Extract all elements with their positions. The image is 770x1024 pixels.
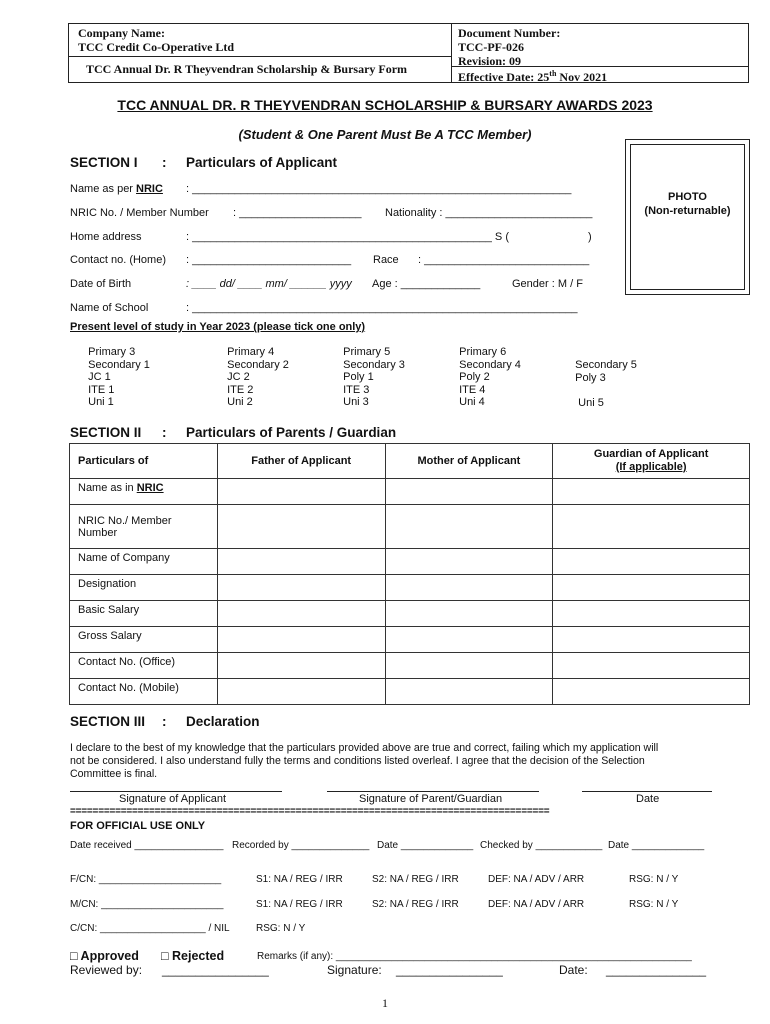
cell-guardian-basic-salary[interactable] xyxy=(553,601,750,627)
section-2-title: Particulars of Parents / Guardian xyxy=(186,425,397,440)
sig-applicant-line[interactable] xyxy=(70,791,282,792)
section-1-number: SECTION I xyxy=(70,155,138,170)
cell-mother-contact-office[interactable] xyxy=(385,653,553,679)
checkbox-ite-3[interactable]: ITE 3 xyxy=(343,383,370,396)
sig-applicant-label: Signature of Applicant xyxy=(119,793,227,805)
declaration-line-1: I declare to the best of my knowledge that the particulars provided above are true and correct, failing which my application will xyxy=(70,742,659,754)
checked-by-field[interactable]: Checked by ____________ xyxy=(480,840,603,851)
dob-label: Date of Birth xyxy=(70,278,132,290)
page-subtitle: (Student & One Parent Must Be A TCC Member) xyxy=(238,127,532,142)
table-row xyxy=(70,479,750,505)
fcn-field[interactable]: F/CN: ______________________ xyxy=(70,874,222,885)
cell-father-name[interactable] xyxy=(217,479,385,505)
address-field[interactable]: : _________________________________________________ S ( xyxy=(186,231,509,243)
checkbox-ite-4[interactable]: ITE 4 xyxy=(459,383,486,396)
photo-box xyxy=(625,139,750,295)
cell-mother-designation[interactable] xyxy=(385,575,553,601)
cell-guardian-company[interactable] xyxy=(553,549,750,575)
declaration-line-2: not be considered. I also understand fully the terms and conditions listed overleaf. I agree that the decision of the Selection xyxy=(70,755,645,767)
checkbox-primary-5[interactable]: Primary 5 xyxy=(343,346,391,358)
cell-mother-nric[interactable] xyxy=(385,505,553,549)
review-date-label: Date: xyxy=(559,963,588,977)
mcn-s1-options[interactable]: S1: NA / REG / IRR xyxy=(256,899,343,910)
sig-parent-label: Signature of Parent/Guardian xyxy=(359,793,503,805)
col-header-guardian: Guardian of Applicant (If applicable) xyxy=(553,444,750,479)
recorded-date-field[interactable]: Date _____________ xyxy=(377,840,474,851)
table-row xyxy=(70,679,750,705)
study-level-col-5 xyxy=(557,359,637,409)
nric-label: NRIC No. / Member Number xyxy=(70,207,209,219)
row-label-name: Name as in NRIC xyxy=(70,479,218,505)
cell-guardian-nric[interactable] xyxy=(553,505,750,549)
gender-field[interactable]: Gender : M / F xyxy=(512,278,583,290)
section-3-number: SECTION III xyxy=(70,714,146,729)
checkbox-ite-2[interactable]: ITE 2 xyxy=(227,383,254,396)
contact-label: Contact no. (Home) xyxy=(70,254,166,266)
table-row xyxy=(70,505,750,549)
fcn-s2-options[interactable]: S2: NA / REG / IRR xyxy=(372,874,459,885)
review-date-field[interactable]: _______________ xyxy=(606,963,707,977)
sig-date-label: Date xyxy=(636,793,660,805)
address-close: ) xyxy=(588,231,592,243)
study-level-col-2 xyxy=(209,346,289,409)
row-label-nric: NRIC No./ Member Number xyxy=(70,505,218,549)
section-3-colon: : xyxy=(162,714,167,729)
cell-guardian-name[interactable] xyxy=(553,479,750,505)
mcn-s2-options[interactable]: S2: NA / REG / IRR xyxy=(372,899,459,910)
cell-guardian-designation[interactable] xyxy=(553,575,750,601)
checkbox-secondary-1[interactable]: Secondary 1 xyxy=(88,358,150,371)
cell-father-gross-salary[interactable] xyxy=(217,627,385,653)
cell-father-designation[interactable] xyxy=(217,575,385,601)
checkbox-secondary-2[interactable]: Secondary 2 xyxy=(227,358,289,371)
name-label: Name as per NRIC xyxy=(70,183,163,195)
rejected-checkbox[interactable]: □ Rejected xyxy=(161,949,225,963)
section-1-title: Particulars of Applicant xyxy=(186,155,338,170)
doc-number-label: Document Number: xyxy=(458,26,561,40)
cell-guardian-contact-office[interactable] xyxy=(553,653,750,679)
race-field[interactable]: : ___________________________ xyxy=(418,254,590,266)
mcn-def-options[interactable]: DEF: NA / ADV / ARR xyxy=(488,899,585,910)
study-level-col-4 xyxy=(441,346,521,409)
checkbox-primary-4[interactable]: Primary 4 xyxy=(227,346,275,358)
cell-mother-basic-salary[interactable] xyxy=(385,601,553,627)
nric-field[interactable]: : ____________________ xyxy=(233,207,362,219)
effective-date: Effective Date: 25th Nov 2021 xyxy=(458,69,608,84)
school-label: Name of School xyxy=(70,302,149,314)
approved-checkbox[interactable]: □ Approved xyxy=(70,949,139,963)
study-level-heading: Present level of study in Year 2023 (please tick one only) xyxy=(70,321,366,333)
checkbox-uni-4[interactable]: Uni 4 xyxy=(459,396,485,409)
doc-number: TCC-PF-026 xyxy=(458,40,524,54)
page-title: TCC ANNUAL DR. R THEYVENDRAN SCHOLARSHIP & BURSARY AWARDS 2023 xyxy=(117,97,653,113)
fcn-s1-options[interactable]: S1: NA / REG / IRR xyxy=(256,874,343,885)
sig-parent-line[interactable] xyxy=(327,791,539,792)
study-level-col-3 xyxy=(325,346,405,409)
cell-father-contact-mobile[interactable] xyxy=(217,679,385,705)
cell-mother-contact-mobile[interactable] xyxy=(385,679,553,705)
section-1-colon: : xyxy=(162,155,167,170)
col-header-father: Father of Applicant xyxy=(217,444,385,479)
page-number: 1 xyxy=(382,996,388,1010)
dob-field[interactable]: : ____ dd/ ____ mm/ ______ yyyy xyxy=(186,278,352,290)
mcn-field[interactable]: M/CN: ______________________ xyxy=(70,899,224,910)
mcn-rsg-options[interactable]: RSG: N / Y xyxy=(629,899,679,910)
fcn-rsg-options[interactable]: RSG: N / Y xyxy=(629,874,679,885)
date-received-field[interactable]: Date received ________________ xyxy=(70,840,224,851)
checked-date-field[interactable]: Date _____________ xyxy=(608,840,705,851)
section-3-title: Declaration xyxy=(186,714,260,729)
section-2-number: SECTION II xyxy=(70,425,142,440)
checkbox-ite-1[interactable]: ITE 1 xyxy=(88,383,115,396)
form-name: TCC Annual Dr. R Theyvendran Scholarship & Bursary Form xyxy=(86,62,408,76)
row-label-gross-salary: Gross Salary xyxy=(70,627,218,653)
col-header-mother: Mother of Applicant xyxy=(385,444,553,479)
school-field[interactable]: : _______________________________________________________________ xyxy=(186,302,578,314)
checkbox-primary-6[interactable]: Primary 6 xyxy=(459,346,507,358)
checkbox-secondary-4[interactable]: Secondary 4 xyxy=(459,358,521,371)
cell-father-company[interactable] xyxy=(217,549,385,575)
declaration-line-3: Committee is final. xyxy=(70,768,158,780)
table-row xyxy=(70,627,750,653)
recorded-by-field[interactable]: Recorded by ______________ xyxy=(232,840,370,851)
parents-table xyxy=(69,443,750,705)
table-row xyxy=(70,549,750,575)
row-label-company: Name of Company xyxy=(70,549,218,575)
cell-guardian-gross-salary[interactable] xyxy=(553,627,750,653)
cell-father-nric[interactable] xyxy=(217,505,385,549)
cell-guardian-contact-mobile[interactable] xyxy=(553,679,750,705)
age-field[interactable]: Age : _____________ xyxy=(372,278,481,290)
ccn-rsg-options[interactable]: RSG: N / Y xyxy=(256,923,306,934)
company-label: Company Name: xyxy=(78,26,165,40)
table-row xyxy=(70,601,750,627)
reviewed-by-field[interactable]: ________________ xyxy=(162,963,269,977)
checkbox-uni-2[interactable]: Uni 2 xyxy=(227,396,253,409)
row-label-basic-salary: Basic Salary xyxy=(70,601,218,627)
cell-mother-company[interactable] xyxy=(385,549,553,575)
signature-label: Signature: xyxy=(327,963,382,977)
checkbox-secondary-3[interactable]: Secondary 3 xyxy=(343,358,405,371)
checkbox-uni-3[interactable]: Uni 3 xyxy=(343,396,369,409)
checkbox-secondary-5[interactable]: Secondary 5 xyxy=(575,359,637,371)
official-use-heading: FOR OFFICIAL USE ONLY xyxy=(70,820,206,832)
reviewed-by-label: Reviewed by: xyxy=(70,963,143,977)
checkbox-jc-2[interactable]: JC 2 xyxy=(227,371,250,384)
sig-date-line[interactable] xyxy=(582,791,712,792)
cell-mother-gross-salary[interactable] xyxy=(385,627,553,653)
name-field[interactable]: : ______________________________________________________________ xyxy=(186,183,572,195)
signature-field[interactable]: ________________ xyxy=(396,963,503,977)
race-label: Race xyxy=(373,254,399,266)
photo-placeholder: PHOTO (Non-returnable) xyxy=(630,144,745,290)
document-header xyxy=(68,23,749,83)
checkbox-uni-1[interactable]: Uni 1 xyxy=(88,396,114,409)
double-rule: ===================================================================================== xyxy=(70,806,550,817)
revision: Revision: 09 xyxy=(458,54,521,68)
company-name: TCC Credit Co-Operative Ltd xyxy=(78,40,235,54)
col-header-particulars: Particulars of xyxy=(70,444,218,479)
nationality-field[interactable]: Nationality : ________________________ xyxy=(385,207,593,219)
row-label-contact-mobile: Contact No. (Mobile) xyxy=(70,679,218,705)
table-row xyxy=(70,575,750,601)
table-row xyxy=(70,653,750,679)
cell-father-basic-salary[interactable] xyxy=(217,601,385,627)
contact-field[interactable]: : __________________________ xyxy=(186,254,352,266)
row-label-contact-office: Contact No. (Office) xyxy=(70,653,218,679)
remarks-field[interactable]: Remarks (if any): ________________________________________________________________ xyxy=(257,951,692,962)
checkbox-poly-1[interactable]: Poly 1 xyxy=(343,371,374,384)
fcn-def-options[interactable]: DEF: NA / ADV / ARR xyxy=(488,874,585,885)
checkbox-poly-3[interactable]: Poly 3 xyxy=(575,371,606,384)
cell-father-contact-office[interactable] xyxy=(217,653,385,679)
checkbox-jc-1[interactable]: JC 1 xyxy=(88,371,111,384)
ccn-field[interactable]: C/CN: ___________________ / NIL xyxy=(70,923,230,934)
row-label-designation: Designation xyxy=(70,575,218,601)
section-2-colon: : xyxy=(162,425,167,440)
table-header-row xyxy=(70,444,750,479)
address-label: Home address xyxy=(70,231,142,243)
cell-mother-name[interactable] xyxy=(385,479,553,505)
checkbox-uni-5[interactable]: Uni 5 xyxy=(578,396,604,409)
checkbox-primary-3[interactable]: Primary 3 xyxy=(88,346,136,358)
checkbox-poly-2[interactable]: Poly 2 xyxy=(459,371,490,384)
study-level-col-1 xyxy=(70,346,150,409)
